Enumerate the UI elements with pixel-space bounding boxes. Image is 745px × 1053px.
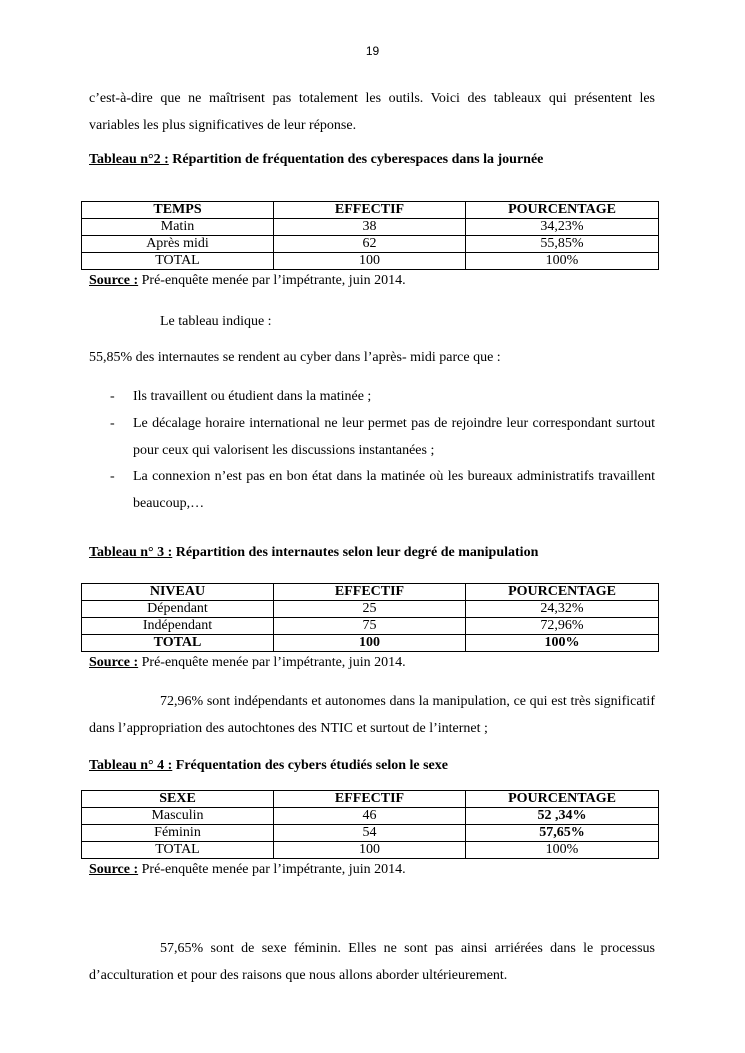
source-label: Source : xyxy=(89,655,139,670)
table-header-row xyxy=(82,584,659,601)
source-text: Pré-enquête menée par l’impétrante, juin 2014. xyxy=(138,273,406,288)
table-header-cell: TEMPS xyxy=(82,202,274,219)
table-row xyxy=(82,219,659,236)
source-text: Pré-enquête menée par l’impétrante, juin 2014. xyxy=(138,655,406,670)
table-row xyxy=(82,808,659,825)
table4-source xyxy=(89,862,406,878)
bullet-item: Le décalage horaire international ne leur permet pas de rejoindre leur correspondant surtout pour ceux qui valorisent les discussions instantanées ; xyxy=(133,416,655,458)
table4-comment: 57,65% sont de sexe féminin. Elles ne sont pas ainsi arriérées dans le processus d’acculturation et pour des raisons que nous allons aborder ultérieurement. xyxy=(89,941,655,983)
table-row xyxy=(82,842,659,859)
bullet-item: Ils travaillent ou étudient dans la matinée ; xyxy=(133,389,372,404)
bullet-marker: - xyxy=(110,389,115,404)
table-cell: 100% xyxy=(466,842,659,859)
table-row xyxy=(82,825,659,842)
table-cell: 52 ,34% xyxy=(466,808,659,825)
source-label: Source : xyxy=(89,862,139,877)
table3 xyxy=(81,583,659,652)
table-cell: 72,96% xyxy=(466,618,659,635)
table4-title xyxy=(89,758,448,774)
table-cell: 100 xyxy=(274,253,466,270)
table4-title-label: Tableau n° 4 : xyxy=(89,758,173,773)
table-row xyxy=(82,601,659,618)
table-cell: Féminin xyxy=(82,825,274,842)
table2 xyxy=(81,201,659,270)
table-cell: TOTAL xyxy=(82,635,274,652)
table-cell: 75 xyxy=(274,618,466,635)
table-cell: 55,85% xyxy=(466,236,659,253)
table-header-cell: EFFECTIF xyxy=(274,202,466,219)
table-cell: Matin xyxy=(82,219,274,236)
source-text: Pré-enquête menée par l’impétrante, juin 2014. xyxy=(138,862,406,877)
table-cell: 24,32% xyxy=(466,601,659,618)
table-header-cell: EFFECTIF xyxy=(274,584,466,601)
table3-title-label: Tableau n° 3 : xyxy=(89,545,173,560)
table-cell: 38 xyxy=(274,219,466,236)
table2-title-label: Tableau n°2 : xyxy=(89,152,169,167)
table2-title xyxy=(89,152,543,168)
table-cell: Après midi xyxy=(82,236,274,253)
table3-title xyxy=(89,545,538,561)
table-header-cell: POURCENTAGE xyxy=(466,584,659,601)
table4-title-text: Fréquentation des cybers étudiés selon le sexe xyxy=(172,758,448,773)
table-cell: TOTAL xyxy=(82,253,274,270)
table-cell: 54 xyxy=(274,825,466,842)
table-header-cell: POURCENTAGE xyxy=(466,202,659,219)
table-header-cell: SEXE xyxy=(82,791,274,808)
table-header-row xyxy=(82,791,659,808)
table4 xyxy=(81,790,659,859)
bullet-marker: - xyxy=(110,416,115,431)
table-cell: Indépendant xyxy=(82,618,274,635)
table3-source xyxy=(89,655,406,671)
intro-paragraph: c’est-à-dire que ne maîtrisent pas totalement les outils. Voici des tableaux qui présentent les variables les plus significatives de leur réponse. xyxy=(89,91,655,133)
table-row xyxy=(82,253,659,270)
source-label: Source : xyxy=(89,273,139,288)
table-header-cell: POURCENTAGE xyxy=(466,791,659,808)
table-header-row xyxy=(82,202,659,219)
table-cell: Masculin xyxy=(82,808,274,825)
bullet-item: La connexion n’est pas en bon état dans la matinée où les bureaux administratifs travaillent beaucoup,… xyxy=(133,469,655,511)
table-cell: Dépendant xyxy=(82,601,274,618)
table-cell: 100 xyxy=(274,842,466,859)
table2-title-text: Répartition de fréquentation des cyberespaces dans la journée xyxy=(168,152,544,167)
bullet-marker: - xyxy=(110,469,115,484)
table3-comment: 72,96% sont indépendants et autonomes dans la manipulation, ce qui est très significatif dans l’appropriation des autochtones des NTIC et surtout de l’internet ; xyxy=(89,694,655,736)
table3-title-text: Répartition des internautes selon leur degré de manipulation xyxy=(172,545,539,560)
table2-source xyxy=(89,273,406,289)
table-cell: 57,65% xyxy=(466,825,659,842)
table-cell: 100% xyxy=(466,635,659,652)
table-header-cell: EFFECTIF xyxy=(274,791,466,808)
table2-intro: Le tableau indique : xyxy=(160,314,272,329)
table-cell: 100 xyxy=(274,635,466,652)
table-cell: 62 xyxy=(274,236,466,253)
table-cell: TOTAL xyxy=(82,842,274,859)
table-row xyxy=(82,236,659,253)
table-cell: 46 xyxy=(274,808,466,825)
table-row xyxy=(82,618,659,635)
table-cell: 34,23% xyxy=(466,219,659,236)
table-cell: 100% xyxy=(466,253,659,270)
table-row xyxy=(82,635,659,652)
table-header-cell: NIVEAU xyxy=(82,584,274,601)
table-cell: 25 xyxy=(274,601,466,618)
table2-statement: 55,85% des internautes se rendent au cyber dans l’après- midi parce que : xyxy=(89,350,501,365)
page-number: 19 xyxy=(365,44,380,58)
